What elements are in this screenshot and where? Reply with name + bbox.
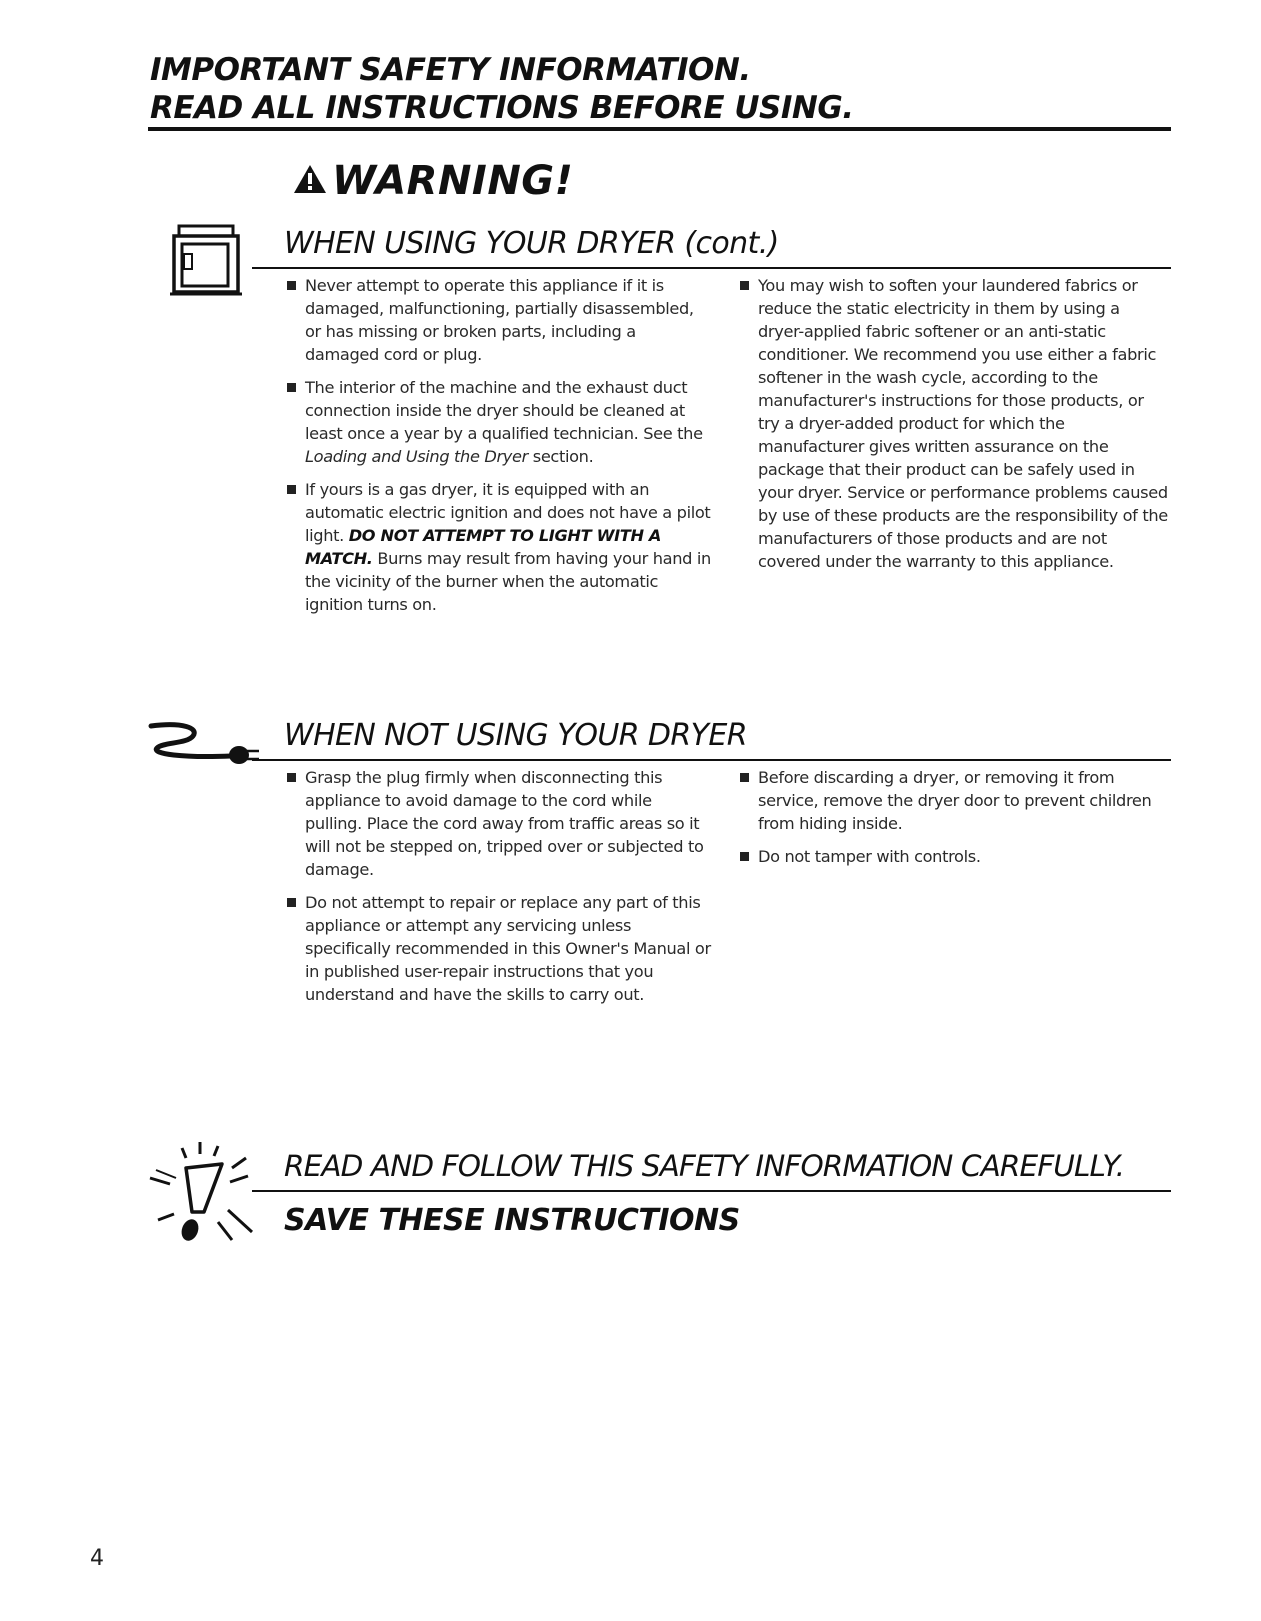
not-using-right-column	[740, 766, 1170, 878]
section-rule-using	[252, 267, 1171, 269]
footer-rule	[252, 1190, 1171, 1192]
dryer-icon	[170, 224, 242, 304]
bullet-square-icon	[287, 281, 296, 290]
header-line-1: IMPORTANT SAFETY INFORMATION.	[150, 52, 751, 88]
bullet-square-icon	[740, 773, 749, 782]
section-rule-not-using	[252, 759, 1171, 761]
list-item: Grasp the plug firmly when disconnecting this appliance to avoid damage to the cord while pulling. Place the cord away from traffic areas so it will not be stepped on, tripped over or subjected to damage.	[287, 766, 712, 881]
exclamation-burst-icon	[148, 1140, 266, 1262]
power-plug-icon	[143, 718, 261, 772]
list-item: Do not attempt to repair or replace any part of this appliance or attempt any servicing unless specifically recommended in this Owner's Manual or in published user-repair instructions that you understand and have the skills to carry out.	[287, 891, 712, 1006]
using-right-column	[740, 274, 1170, 583]
header-line-2: READ ALL INSTRUCTIONS BEFORE USING.	[150, 90, 854, 126]
list-item: Do not tamper with controls.	[740, 845, 1170, 868]
warning-label: WARNING!	[332, 158, 574, 204]
not-using-left-column	[287, 766, 712, 1016]
warning-heading	[292, 158, 573, 204]
list-item: Never attempt to operate this appliance if it is damaged, malfunctioning, partially disassembled, or has missing or broken parts, including a damaged cord or plug.	[287, 274, 712, 366]
section-title-using: WHEN USING YOUR DRYER (cont.)	[284, 226, 779, 261]
page-number: 4	[90, 1546, 104, 1571]
list-item: The interior of the machine and the exhaust duct connection inside the dryer should be cleaned at least once a year by a qualified technician. See the Loading and Using the Dryer section.	[287, 376, 712, 468]
list-item: You may wish to soften your laundered fabrics or reduce the static electricity in them by using a dryer-applied fabric softener or an anti-static conditioner. We recommend you use either a fabric softener in the wash cycle, according to the manufacturer's instructions for those products, or try a dryer-added product for which the manufacturer gives written assurance on the package that their product can be safely used in your dryer. Service or performance problems caused by use of these products are the responsibility of the manufacturers of those products and are not covered under the warranty to this appliance.	[740, 274, 1170, 573]
bullet-square-icon	[287, 485, 296, 494]
list-item: Before discarding a dryer, or removing it from service, remove the dryer door to prevent children from hiding inside.	[740, 766, 1170, 835]
bullet-square-icon	[740, 852, 749, 861]
bullet-square-icon	[740, 281, 749, 290]
using-left-column	[287, 274, 712, 626]
safety-read-follow: READ AND FOLLOW THIS SAFETY INFORMATION CAREFULLY.	[284, 1149, 1125, 1183]
save-instructions: SAVE THESE INSTRUCTIONS	[284, 1203, 740, 1238]
bullet-square-icon	[287, 773, 296, 782]
warning-triangle-icon	[292, 163, 328, 199]
bullet-square-icon	[287, 383, 296, 392]
bullet-square-icon	[287, 898, 296, 907]
list-item: If yours is a gas dryer, it is equipped with an automatic electric ignition and does not have a pilot light. DO NOT ATTEMPT TO LIGHT WITH A MATCH. Burns may result from having your hand in the vicinity of the burner when the automatic ignition turns on.	[287, 478, 712, 616]
section-title-not-using: WHEN NOT USING YOUR DRYER	[284, 718, 747, 753]
header-rule	[148, 127, 1171, 131]
